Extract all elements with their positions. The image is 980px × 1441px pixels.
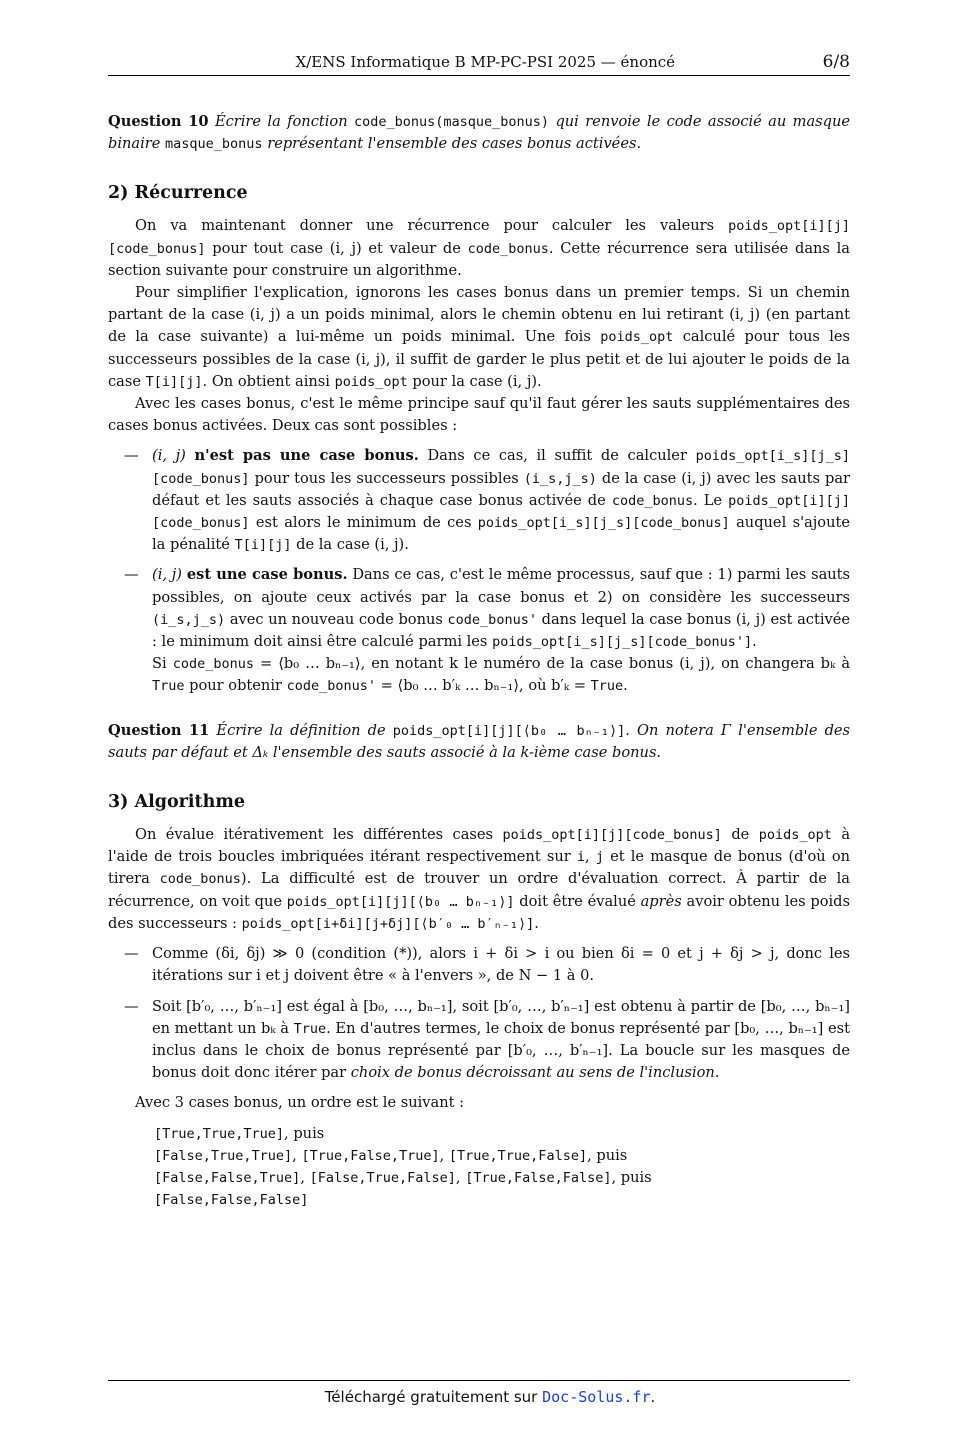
text: pour obtenir: [189, 677, 282, 695]
footer-divider: [108, 1380, 850, 1381]
text: Soit [b′₀, …, b′ₙ₋₁] est égal à [b₀, …, bₙ₋₁], soit [b′₀, …, b′ₙ₋₁] est obtenu à partir de [b₀, …, bₙ₋₁] en mettant un bₖ à: [152, 997, 850, 1037]
section-title-recurrence: 2) Récurrence: [108, 183, 248, 204]
text: pour tous les successeurs possibles: [254, 469, 519, 487]
text: . Cette récurrence sera utilisée dans la section suivante pour construire un algorithme.: [108, 239, 850, 279]
code-inline: [False,True,True]: [154, 1147, 293, 1164]
code-inline: poids_opt[i][j][⟨b₀ … bₙ₋₁⟩]: [286, 893, 515, 910]
question-text: Écrire la fonction: [214, 113, 348, 130]
text: est alors le minimum de ces: [255, 514, 472, 532]
code-inline: poids_opt[i+δi][j+δj][⟨b′₀ … b′ₙ₋₁⟩]: [241, 915, 535, 932]
text: , puis: [284, 1124, 325, 1142]
paragraph: Avec 3 cases bonus, un ordre est le suivant :: [135, 1094, 465, 1112]
text: . En d'autres termes, le choix de bonus représenté par [b₀, …, bₙ₋₁] est inclus dans le choix de bonus représenté par [b′₀, …, b′ₙ₋₁]. La boucle sur les masques de bonus doit donc itérer par: [152, 1019, 850, 1082]
code-inline: poids_opt[i][j][code_bonus]: [502, 827, 722, 844]
question-text: Écrire la définition de: [216, 721, 386, 739]
order-line: [154, 1123, 850, 1145]
code-inline: poids_opt[i_s][j_s][code_bonus]: [477, 515, 730, 532]
text: .: [752, 633, 757, 651]
math: (i, j): [152, 447, 186, 465]
italic-text: choix de bonus décroissant au sens de l'inclusion: [350, 1064, 715, 1082]
text: calculé pour tous les successeurs possibles de la case (i, j), il suffit de garder le plus petit et de lui ajouter le poids de la case: [108, 328, 851, 390]
text: .: [623, 677, 628, 695]
code-inline: code_bonus: [159, 871, 241, 888]
code-inline: [False,False,True]: [154, 1169, 301, 1186]
bold-text: est une case bonus.: [186, 566, 348, 584]
text: avec un nouveau code bonus: [229, 610, 443, 628]
text: , puis: [611, 1168, 652, 1186]
code-inline: [True,True,True]: [154, 1125, 285, 1142]
header-title: X/ENS Informatique B MP-PC-PSI 2025 — énoncé: [295, 53, 676, 71]
text: ,: [585, 848, 590, 866]
text: pour tout case (i, j) et valeur de: [212, 239, 461, 257]
question-label: Question 11: [108, 721, 210, 739]
text: .: [534, 914, 539, 932]
page-header: [108, 52, 850, 76]
math: (i, j): [152, 566, 183, 584]
separator: ,: [455, 1168, 466, 1186]
text: = ⟨b₀ … b′ₖ … bₙ₋₁⟩, où b′ₖ =: [380, 677, 586, 695]
code-inline: poids_opt[i_s][j_s][code_bonus']: [492, 634, 753, 651]
text: On va maintenant donner une récurrence pour calculer les valeurs: [135, 217, 715, 235]
separator: ,: [292, 1146, 302, 1164]
code-inline: poids_opt: [334, 373, 408, 390]
list-dash: —: [124, 997, 139, 1015]
text: = ⟨b₀ … bₙ₋₁⟩, en notant k le numéro de la case bonus (i, j), on changera bₖ à: [259, 655, 851, 673]
code-inline: poids_opt: [758, 827, 832, 844]
code-inline: poids_opt[i][j][code_bonus]: [108, 218, 850, 257]
code-inline: poids_opt[i_s][j_s][code_bonus]: [152, 448, 851, 487]
text: . On obtient ainsi: [202, 372, 330, 390]
page-content: [108, 52, 850, 1211]
text: de la case (i, j).: [296, 536, 409, 554]
list-dash: —: [124, 566, 139, 584]
code-inline: True: [293, 1020, 327, 1037]
code-inline: code_bonus: [172, 656, 254, 673]
question-text: qui renvoie le code associé au masque binaire: [108, 113, 851, 153]
code-inline: poids_opt[i][j][code_bonus]: [152, 492, 851, 532]
code-inline: masque_bonus: [165, 136, 263, 153]
paragraph: Avec les cases bonus, c'est le même principe sauf qu'il faut gérer les sauts supplémentaires des cases bonus activées. Deux cas sont possibles :: [108, 395, 850, 435]
text: pour la case (i, j).: [412, 372, 542, 390]
list-item: [108, 943, 850, 987]
footer-text: .: [650, 1388, 656, 1406]
order-line: [154, 1145, 850, 1167]
order-line: [154, 1189, 850, 1211]
list-dash: —: [124, 945, 139, 963]
text: Dans ce cas, il suffit de calculer: [427, 447, 687, 465]
question-11: [108, 720, 850, 764]
text: ). La difficulté est de trouver un ordre d'évaluation correct. À partir de la récurrence, on voit que: [108, 870, 851, 910]
order-list: [108, 1123, 850, 1212]
paragraph: [108, 215, 850, 282]
code-inline: code_bonus': [286, 678, 377, 695]
code-inline: poids_opt: [600, 329, 674, 346]
question-10: [108, 111, 850, 155]
code-inline: i: [576, 849, 585, 866]
question-text: représentant l'ensemble des cases bonus activées.: [267, 135, 642, 153]
code-inline: True: [152, 678, 185, 695]
text: à l'aide de trois boucles imbriquées itérant respectivement sur: [108, 826, 851, 866]
code-inline: [True,False,False]: [465, 1169, 612, 1186]
bold-text: n'est pas une case bonus.: [194, 447, 419, 465]
code-inline: [False,True,False]: [309, 1169, 456, 1186]
text: Comme (δi, δj) ≫ 0 (condition (*)), alors i + δi > i ou bien δi = 0 et j + δj > j, donc les itérations sur i et j doivent être « à l'envers », de N − 1 à 0.: [152, 945, 850, 985]
order-line: [154, 1167, 850, 1189]
code-inline: poids_opt[i][j][⟨b₀ … bₙ₋₁⟩]: [392, 722, 626, 739]
code-inline: T[i][j]: [234, 537, 292, 554]
italic-text: après: [640, 892, 682, 910]
text: , puis: [587, 1146, 628, 1164]
text: auquel s'ajoute la pénalité: [152, 514, 850, 554]
code-inline: code_bonus: [467, 240, 549, 257]
question-text: . On notera Γ l'ensemble des sauts par défaut et Δₖ l'ensemble des sauts associé à la k-ième case bonus.: [108, 721, 851, 761]
text: avoir obtenu les poids des successeurs :: [108, 892, 850, 932]
page-footer: [0, 1388, 980, 1406]
code-inline: [True,True,False]: [448, 1147, 588, 1164]
text: On évalue itérativement les différentes cases: [135, 826, 494, 844]
code-inline: [True,False,True]: [301, 1147, 440, 1164]
text: .: [714, 1064, 720, 1082]
text: de: [731, 826, 750, 844]
text: de la case (i, j) avec les sauts par défaut et les sauts associés à chaque case bonus activée de: [152, 469, 851, 509]
text: doit être évalué: [519, 892, 636, 910]
code-inline: (i_s,j_s): [523, 470, 597, 487]
footer-text: Téléchargé gratuitement sur: [324, 1388, 538, 1406]
paragraph: [108, 824, 850, 935]
text: . Le: [693, 491, 723, 509]
text: Pour simplifier l'explication, ignorons les cases bonus dans un premier temps. Si un chemin partant de la case (i, j) a un poids minimal, alors le chemin obtenu en lui retirant (i, j) (en partant de la case suivante) a lui-même un poids minimal. Une fois: [108, 284, 850, 346]
section-title-algorithme: 3) Algorithme: [108, 792, 246, 813]
code-inline: True: [590, 678, 624, 695]
text: Si: [152, 655, 167, 673]
list-item: [108, 445, 850, 556]
code-inline: j: [595, 849, 604, 866]
page-number: 6/8: [822, 52, 850, 72]
separator: ,: [439, 1146, 449, 1164]
separator: ,: [300, 1168, 310, 1186]
code-inline: (i_s,j_s): [152, 611, 226, 628]
paragraph: [108, 282, 850, 393]
code-inline: [False,False,False]: [154, 1192, 309, 1209]
text: Dans ce cas, c'est le même processus, sauf que : 1) parmi les sauts possibles, on ajoute ceux activés par la case bonus et 2) on considère les successeurs: [152, 566, 851, 606]
code-inline: code_bonus: [611, 492, 694, 509]
question-label: Question 10: [108, 113, 209, 130]
code-inline: code_bonus': [447, 611, 537, 628]
code-inline: T[i][j]: [145, 373, 203, 390]
text: et le masque de bonus (d'où on tirera: [108, 848, 851, 888]
list-item: [108, 996, 850, 1085]
text: dans lequel la case bonus (i, j) est activée : le minimum doit ainsi être calculé parmi les: [152, 610, 851, 651]
list-dash: —: [124, 447, 139, 465]
list-item: [108, 564, 850, 697]
code-inline: code_bonus(masque_bonus): [353, 114, 550, 130]
footer-link[interactable]: Doc-Solus.fr: [542, 1388, 651, 1406]
